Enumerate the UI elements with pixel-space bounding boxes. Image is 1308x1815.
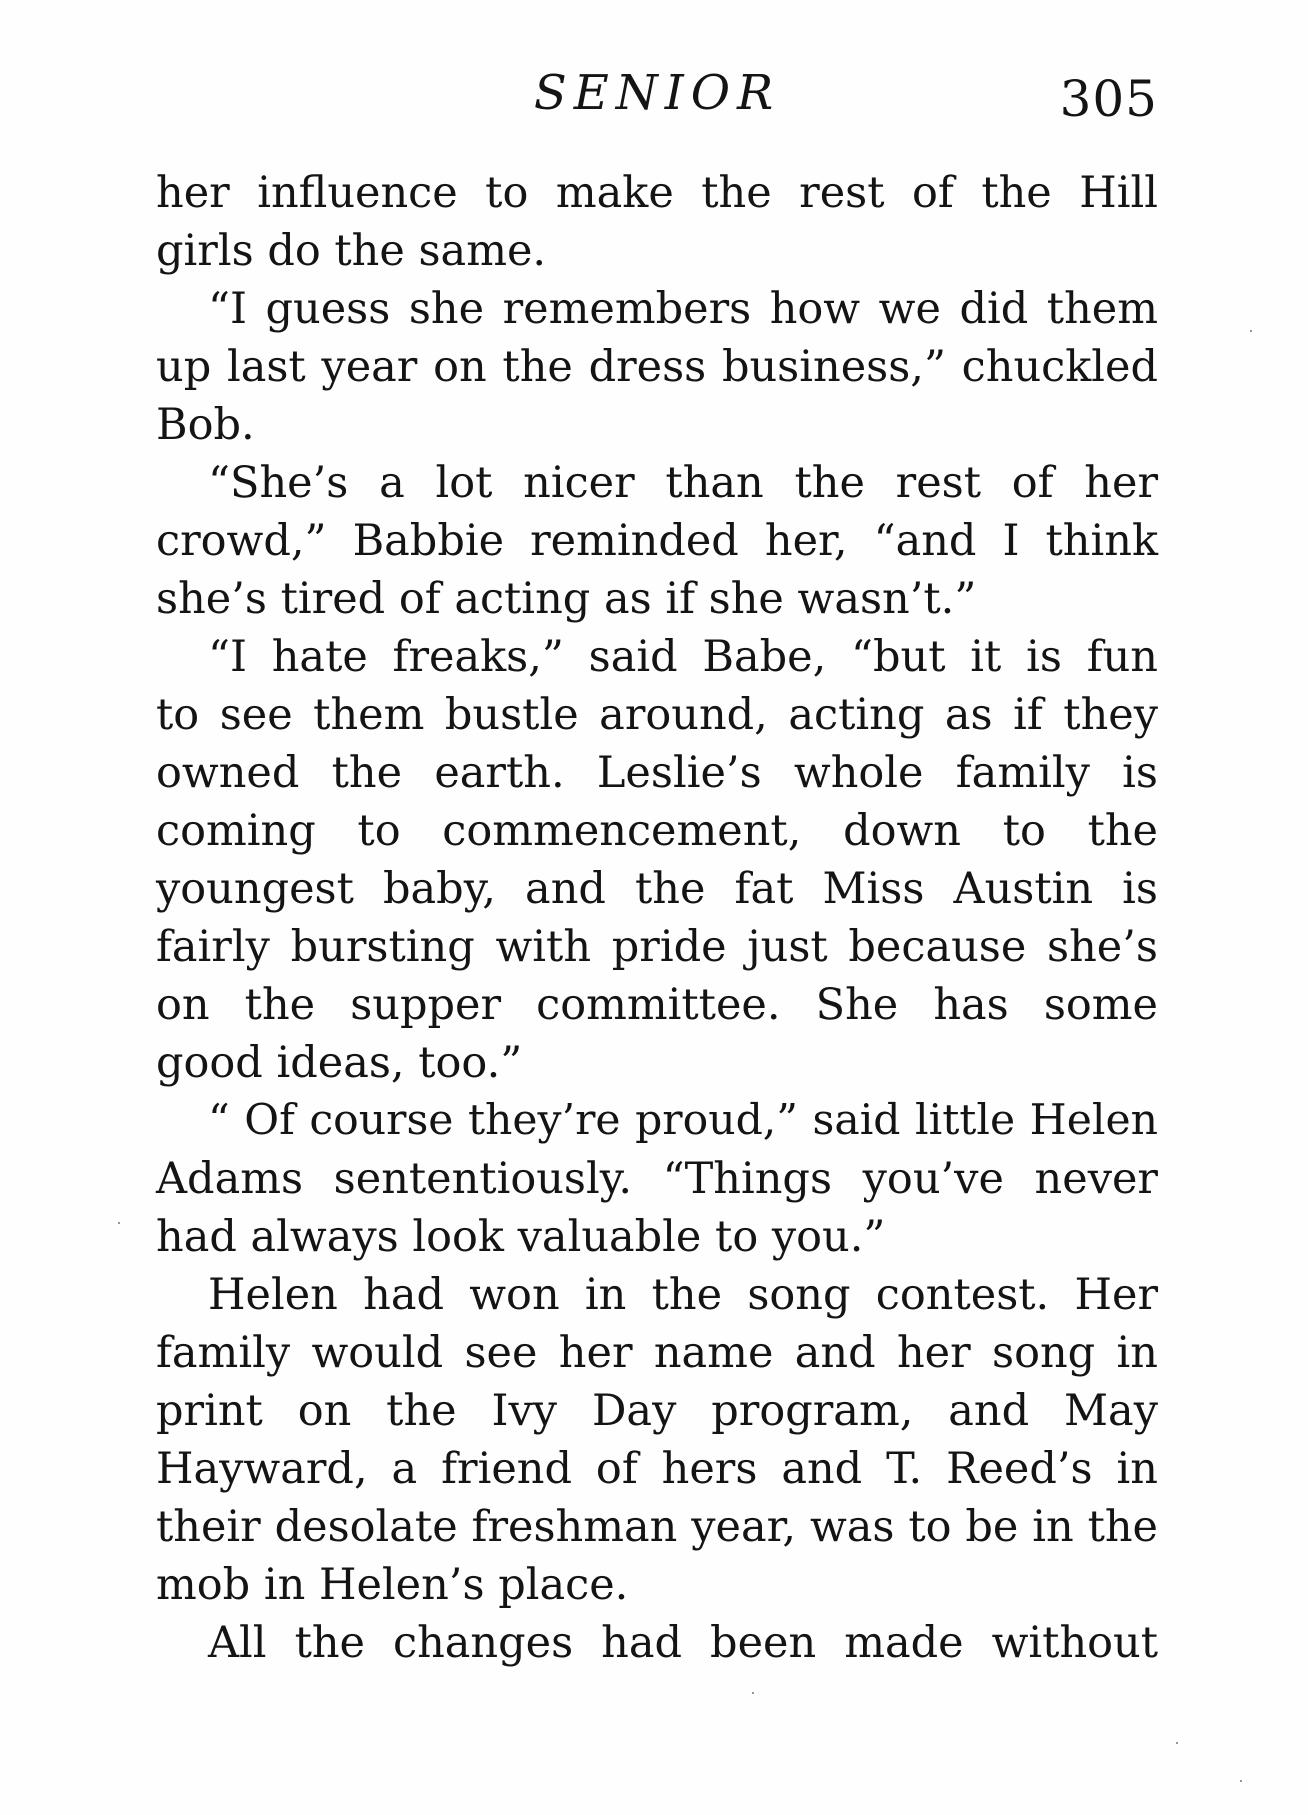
- text-line: had always look valuable to you.”: [156, 1212, 886, 1262]
- page-header: [156, 58, 1158, 128]
- text-line: fairly bursting with pride just because she’s: [156, 922, 1158, 972]
- scan-speck: [1176, 1742, 1178, 1744]
- text-line: “I guess she remembers how we did them: [208, 284, 1158, 334]
- text-line: up last year on the dress business,” chuckled: [156, 342, 1158, 392]
- text-line: mob in Helen’s place.: [156, 1560, 629, 1610]
- text-line: Adams sententiously. “Things you’ve never: [156, 1154, 1158, 1204]
- text-line: her influence to make the rest of the Hill: [156, 168, 1158, 218]
- page-number: 305: [1059, 70, 1158, 128]
- text-line: print on the Ivy Day program, and May: [156, 1386, 1158, 1436]
- text-line: girls do the same.: [156, 226, 547, 276]
- text-line: owned the earth. Leslie’s whole family is: [156, 748, 1158, 798]
- text-line: “I hate freaks,” said Babe, “but it is fun: [208, 632, 1158, 682]
- scan-speck: [118, 1222, 120, 1224]
- text-line: youngest baby, and the fat Miss Austin is: [156, 864, 1158, 914]
- text-line: Hayward, a friend of hers and T. Reed’s in: [156, 1444, 1158, 1494]
- text-line: All the changes had been made without: [208, 1618, 1158, 1668]
- text-line: Helen had won in the song contest. Her: [208, 1270, 1158, 1320]
- body-text: [156, 164, 1158, 1672]
- running-head: SENIOR: [533, 65, 781, 121]
- text-line: crowd,” Babbie reminded her, “and I think: [156, 516, 1158, 566]
- text-line: coming to commencement, down to the: [156, 806, 1158, 856]
- scan-speck: [1240, 1780, 1242, 1782]
- text-line: “ Of course they’re proud,” said little Helen: [208, 1096, 1158, 1145]
- text-line: on the supper committee. She has some: [156, 980, 1158, 1030]
- scan-speck: [1250, 330, 1252, 332]
- text-line: she’s tired of acting as if she wasn’t.”: [156, 574, 977, 624]
- text-line: “She’s a lot nicer than the rest of her: [208, 458, 1158, 508]
- text-line: family would see her name and her song in: [156, 1328, 1158, 1378]
- text-line: Bob.: [156, 400, 255, 450]
- text-line: good ideas, too.”: [156, 1038, 523, 1088]
- text-line: to see them bustle around, acting as if they: [156, 690, 1158, 740]
- text-line: their desolate freshman year, was to be in the: [156, 1502, 1158, 1552]
- scan-speck: [752, 1692, 754, 1694]
